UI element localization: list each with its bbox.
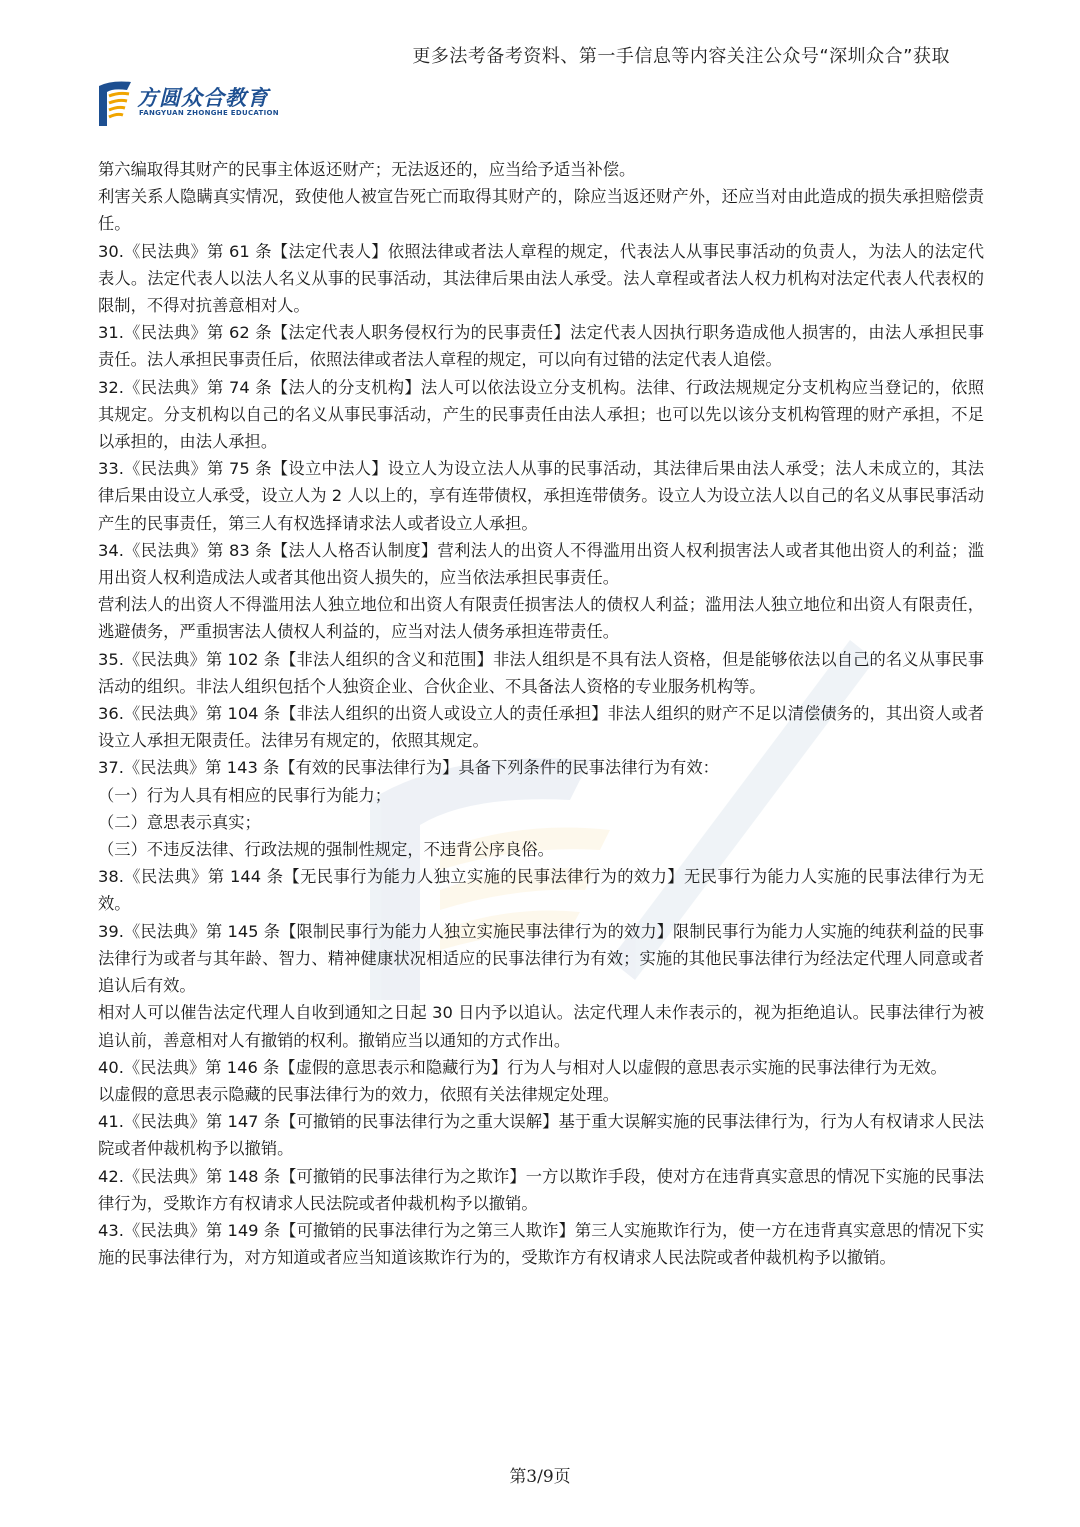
article-30: 30.《民法典》第 61 条【法定代表人】依照法律或者法人章程的规定，代表法人从事民事活动的负责人，为法人的法定代表人。法定代表人以法人名义从事的民事活动，其法律后果由法人承受。法人章程或者法人权力机构对法定代表人代表权的限制，不得对抗善意相对人。 [98,241,984,316]
document-body [98,156,984,1271]
paragraph: 第六编取得其财产的民事主体返还财产；无法返还的，应当给予适当补偿。 [98,160,636,179]
article-39: 39.《民法典》第 145 条【限制民事行为能力人独立实施民事法律行为的效力】限制民事行为能力人实施的纯获利益的民事法律行为或者与其年龄、智力、精神健康状况相适应的民事法律行为有效；实施的其他民事法律行为经法定代理人同意或者追认后有效。 [98,921,984,996]
paragraph: 相对人可以催告法定代理人自收到通知之日起 30 日内予以追认。法定代理人未作表示的，视为拒绝追认。民事法律行为被追认前，善意相对人有撤销的权利。撤销应当以通知的方式作出。 [98,1003,984,1050]
article-35: 35.《民法典》第 102 条【非法人组织的含义和范围】非法人组织是不具有法人资格，但是能够依法以自己的名义从事民事活动的组织。非法人组织包括个人独资企业、合伙企业、不具备法人资格的专业服务机构等。 [98,649,984,696]
article-40: 40.《民法典》第 146 条【虚假的意思表示和隐藏行为】行为人与相对人以虚假的意思表示实施的民事法律行为无效。 [98,1057,947,1077]
article-34: 34.《民法典》第 83 条【法人人格否认制度】营利法人的出资人不得滥用出资人权利损害法人或者其他出资人的利益；滥用出资人权利造成法人或者其他出资人损失的，应当依法承担民事责任。 [98,540,984,588]
logo-name-cn: 方圆众合教育 [137,86,269,110]
list-item: （一）行为人具有相应的民事行为能力； [98,785,392,805]
paragraph: 利害关系人隐瞒真实情况，致使他人被宣告死亡而取得其财产的，除应当返还财产外，还应当对由此造成的损失承担赔偿责任。 [98,187,984,234]
company-logo [97,78,297,128]
logo-emblem-icon [97,78,135,128]
article-37: 37.《民法典》第 143 条【有效的民事法律行为】具备下列条件的民事法律行为有效： [98,758,719,778]
header-promo-text: 更多法考备考资料、第一手信息等内容关注公众号“深圳众合”获取 [412,46,950,67]
page-number: 第3/9页 [509,1467,571,1487]
article-31: 31.《民法典》第 62 条【法定代表人职务侵权行为的民事责任】法定代表人因执行职务造成他人损害的，由法人承担民事责任。法人承担民事责任后，依照法律或者法人章程的规定，可以向有过错的法定代表人追偿。 [98,323,984,370]
paragraph: 营利法人的出资人不得滥用法人独立地位和出资人有限责任损害法人的债权人利益；滥用法人独立地位和出资人有限责任，逃避债务，严重损害法人债权人利益的，应当对法人债务承担连带责任。 [98,595,984,642]
article-36: 36.《民法典》第 104 条【非法人组织的出资人或设立人的责任承担】非法人组织的财产不足以清偿债务的，其出资人或者设立人承担无限责任。法律另有规定的，依照其规定。 [98,704,984,751]
article-43: 43.《民法典》第 149 条【可撤销的民事法律行为之第三人欺诈】第三人实施欺诈行为，使一方在违背真实意思的情况下实施的民事法律行为，对方知道或者应当知道该欺诈行为的，受欺诈方有权请求人民法院或者仲裁机构予以撤销。 [98,1220,984,1268]
article-32: 32.《民法典》第 74 条【法人的分支机构】法人可以依法设立分支机构。法律、行政法规规定分支机构应当登记的，依照其规定。分支机构以自己的名义从事民事活动，产生的民事责任由法人承担；也可以先以该分支机构管理的财产承担，不足以承担的，由法人承担。 [98,377,984,452]
list-item: （三）不违反法律、行政法规的强制性规定，不违背公序良俗。 [98,840,554,860]
paragraph: 以虚假的意思表示隐藏的民事法律行为的效力，依照有关法律规定处理。 [98,1084,620,1104]
article-33: 33.《民法典》第 75 条【设立中法人】设立人为设立法人从事的民事活动，其法律后果由法人承受；法人未成立的，其法律后果由设立人承受，设立人为 2 人以上的，享有连带债权，承担连带债务。设立人为设立法人以自己的名义从事民事活动产生的民事责任，第三人有权选择请求法人或者设立人承担。 [98,459,984,533]
article-41: 41.《民法典》第 147 条【可撤销的民事法律行为之重大误解】基于重大误解实施的民事法律行为，行为人有权请求人民法院或者仲裁机构予以撤销。 [98,1112,984,1159]
logo-name-en: FANGYUAN ZHONGHE EDUCATION [139,109,279,117]
article-42: 42.《民法典》第 148 条【可撤销的民事法律行为之欺诈】一方以欺诈手段，使对方在违背真实意思的情况下实施的民事法律行为，受欺诈方有权请求人民法院或者仲裁机构予以撤销。 [98,1166,984,1213]
list-item: （二）意思表示真实； [98,812,261,832]
article-38: 38.《民法典》第 144 条【无民事行为能力人独立实施的民事法律行为的效力】无民事行为能力人实施的民事法律行为无效。 [98,867,984,914]
